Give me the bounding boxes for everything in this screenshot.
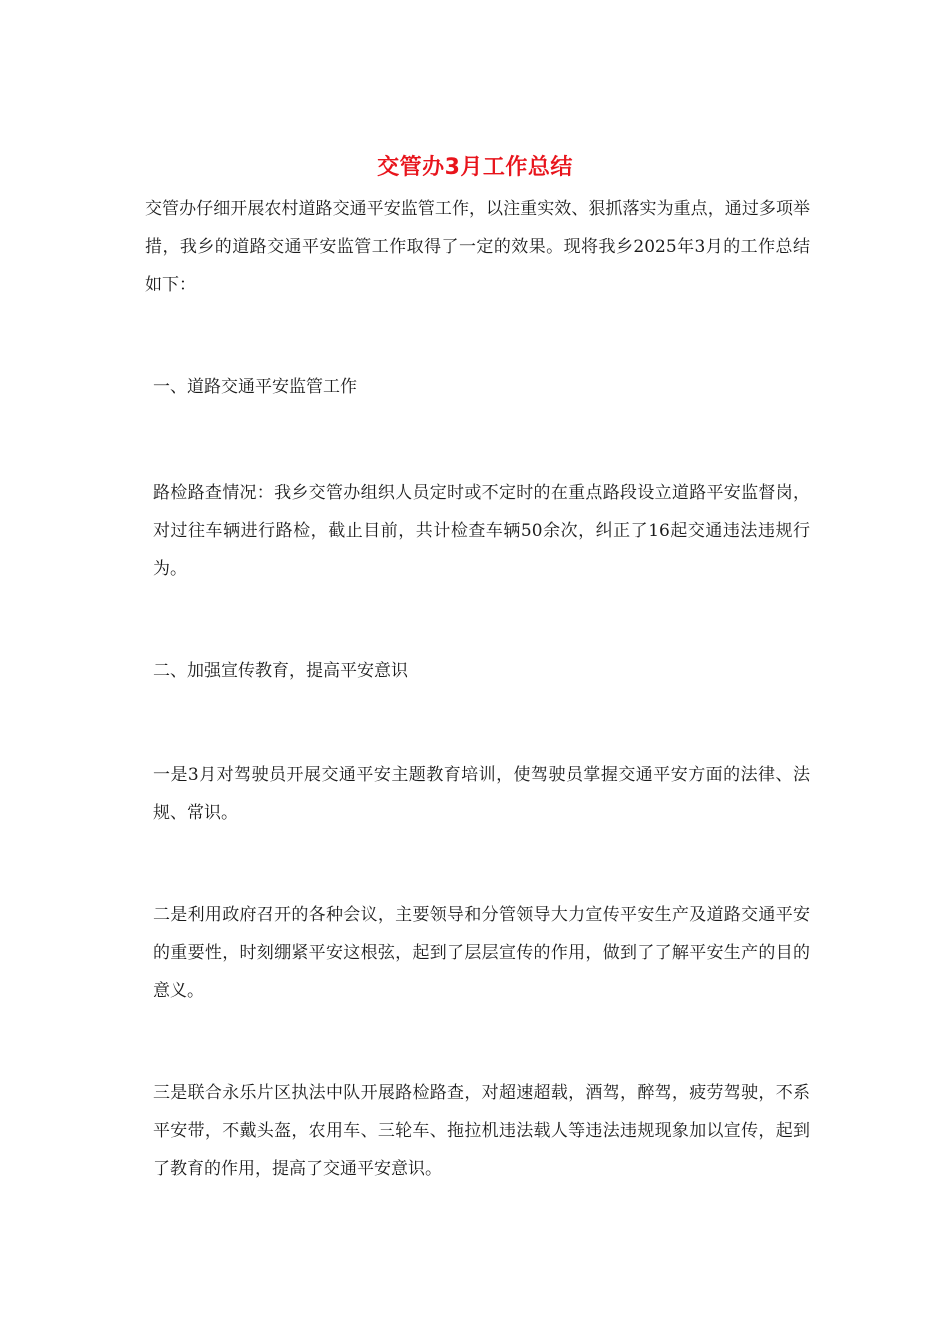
section2-item-2: 二是利用政府召开的各种会议，主要领导和分管领导大力宣传平安生产及道路交通平安的重要性，时刻绷紧平安这根弦，起到了层层宣传的作用，做到了了解平安生产的目的意义。 — [153, 905, 810, 1001]
intro-paragraph: 交管办仔细开展农村道路交通平安监管工作，以注重实效、狠抓落实为重点，通过多项举措，我乡的道路交通平安监管工作取得了一定的效果。现将我乡2025年3月的工作总结如下： — [145, 199, 810, 295]
section2-item-1: 一是3月对驾驶员开展交通平安主题教育培训，使驾驶员掌握交通平安方面的法律、法规、常识。 — [153, 765, 810, 823]
section-heading-1: 一、道路交通平安监管工作 — [153, 377, 357, 397]
document-title: 交管办3月工作总结 — [377, 155, 573, 180]
section-heading-2: 二、加强宣传教育，提高平安意识 — [153, 661, 408, 681]
section2-item-3: 三是联合永乐片区执法中队开展路检路查，对超速超载，酒驾，醉驾，疲劳驾驶，不系平安带，不戴头盔，农用车、三轮车、拖拉机违法载人等违法违规现象加以宣传，起到了教育的作用，提高了交通平安意识。 — [153, 1083, 810, 1179]
section1-paragraph: 路检路查情况：我乡交管办组织人员定时或不定时的在重点路段设立道路平安监督岗，对过往车辆进行路检，截止目前，共计检查车辆50余次，纠正了16起交通违法违规行为。 — [153, 483, 810, 579]
